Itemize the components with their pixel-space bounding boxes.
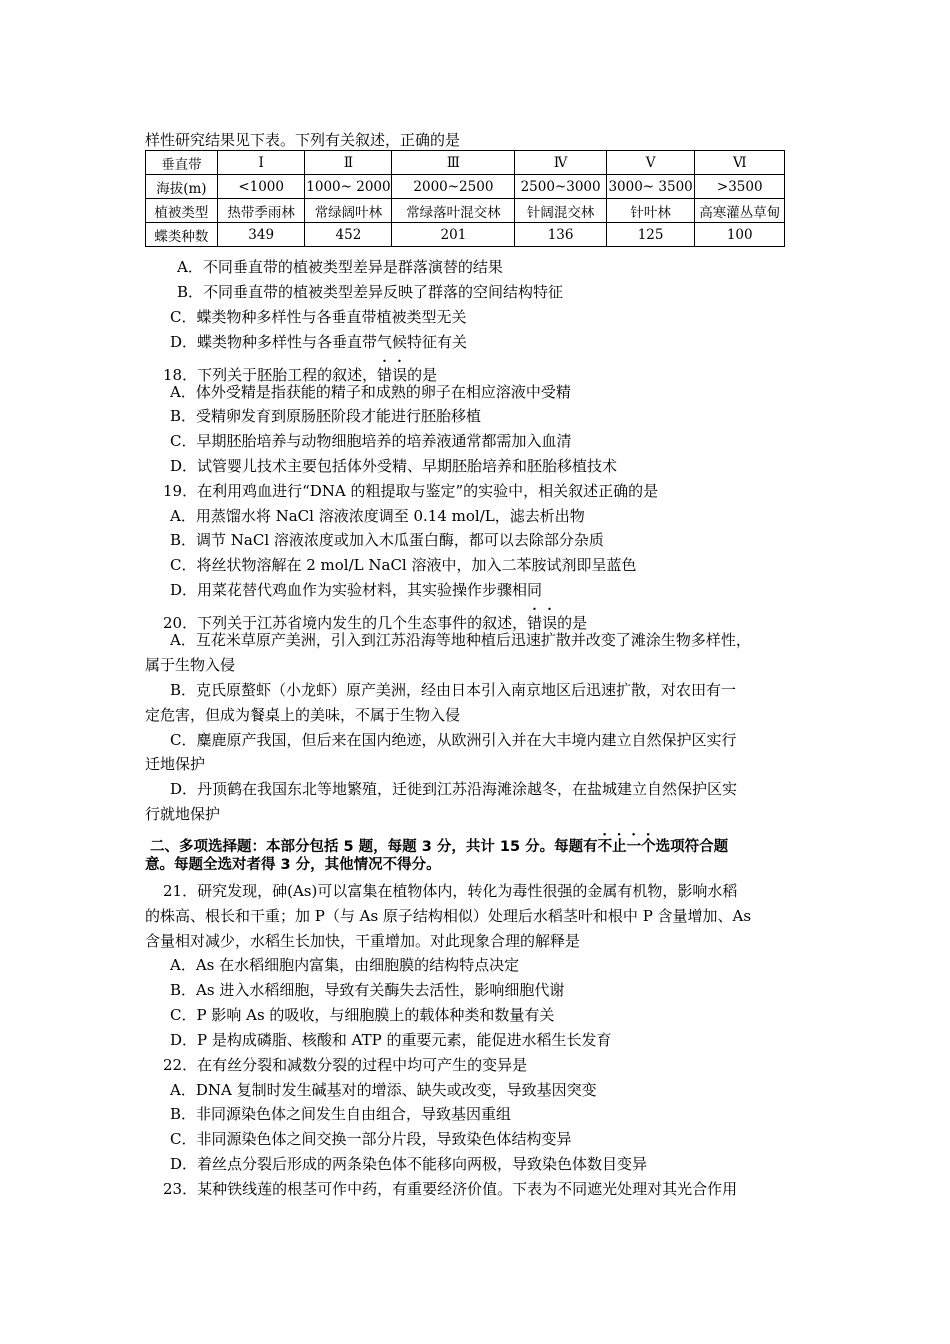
q21-option-c: C．P 影响 As 的吸收，与细胞膜上的载体种类和数量有关 <box>170 1006 555 1024</box>
emphasis-text: 不止一个 <box>597 839 656 855</box>
table-cell: 349 <box>217 223 305 247</box>
table-cell: Ⅲ <box>392 151 515 175</box>
q21-stem-line3: 含量相对减少，水稻生长加快，干重增加。对此现象合理的解释是 <box>145 932 581 950</box>
intro-line: 样性研究结果见下表。下列有关叙述，正确的是 <box>145 131 461 149</box>
q20-option-b-line1: B．克氏原螯虾（小龙虾）原产美洲，经由日本引入南京地区后迅速扩散，对农田有一 <box>170 681 737 699</box>
table-cell: 201 <box>392 223 515 247</box>
table-cell: Ⅵ <box>695 151 785 175</box>
emphasis-text: 错误 <box>377 366 408 384</box>
butterfly-table <box>145 150 785 247</box>
q22-option-a: A．DNA 复制时发生碱基对的增添、缺失或改变，导致基因突变 <box>170 1081 597 1099</box>
table-cell: 常绿阔叶林 <box>305 199 392 223</box>
table-cell: 针叶林 <box>606 199 695 223</box>
section2-heading-line2: 意。每题全选对者得 3 分，其他情况不得分。 <box>145 857 441 873</box>
table-cell: 垂直带 <box>146 151 218 175</box>
q21-stem-line1: 21．研究发现，砷(As)可以富集在植物体内，转化为毒性很强的金属有机物，影响水稻 <box>163 882 738 900</box>
q21-option-b: B．As 进入水稻细胞，导致有关酶失去活性，影响细胞代谢 <box>170 981 565 999</box>
q20-option-c-line2: 迁地保护 <box>145 755 206 773</box>
q22-option-c: C．非同源染色体之间交换一部分片段，导致染色体结构变异 <box>170 1130 572 1148</box>
q21-stem-line2: 的株高、根长和干重；加 P（与 As 原子结构相似）处理后水稻茎叶和根中 P 含量增加、As <box>145 907 752 925</box>
q19-option-a: A．用蒸馏水将 NaCl 溶液浓度调至 0.14 mol/L，滤去析出物 <box>170 507 585 525</box>
table-cell: 海拔(m) <box>146 175 218 199</box>
table-row <box>146 223 785 247</box>
table-cell: 136 <box>515 223 606 247</box>
emphasis-text: 错误 <box>527 614 558 632</box>
table-cell: 125 <box>606 223 695 247</box>
q18-option-a: A．体外受精是指获能的精子和成熟的卵子在相应溶液中受精 <box>170 383 571 401</box>
section2-heading: 二、多项选择题：本部分包括 5 题，每题 3 分，共计 15 分。每题有不止一个选项符合题 <box>150 839 729 855</box>
q22-stem: 22．在有丝分裂和减数分裂的过程中均可产生的变异是 <box>163 1056 528 1074</box>
table-row <box>146 175 785 199</box>
q20-option-c-line1: C．麋鹿原产我国，但后来在国内绝迹，从欧洲引入并在大丰境内建立自然保护区实行 <box>170 731 737 749</box>
table-row <box>146 151 785 175</box>
q22-option-d: D．着丝点分裂后形成的两条染色体不能移向两极，导致染色体数目变异 <box>170 1155 648 1173</box>
q21-option-a: A．As 在水稻细胞内富集，由细胞膜的结构特点决定 <box>170 956 520 974</box>
table-cell: 高寒灌丛草甸 <box>695 199 785 223</box>
q20-option-d-line1: D．丹顶鹤在我国东北等地繁殖，迁徙到江苏沿海滩涂越冬，在盐城建立自然保护区实 <box>170 780 738 798</box>
q17-option-c: C．蝶类物种多样性与各垂直带植被类型无关 <box>170 308 467 326</box>
table-cell: 1000~ 2000 <box>305 175 392 199</box>
table-cell: 植被类型 <box>146 199 218 223</box>
q17-option-b: B．不同垂直带的植被类型差异反映了群落的空间结构特征 <box>177 283 564 301</box>
q23-stem: 23．某种铁线莲的根茎可作中药，有重要经济价值。下表为不同遮光处理对其光合作用 <box>163 1180 738 1198</box>
table-cell: 蝶类种数 <box>146 223 218 247</box>
q20-option-b-line2: 定危害，但成为餐桌上的美味，不属于生物入侵 <box>145 706 461 724</box>
q19-stem: 19．在利用鸡血进行“DNA 的粗提取与鉴定”的实验中，相关叙述正确的是 <box>163 482 659 500</box>
q18-option-d: D．试管婴儿技术主要包括体外受精、早期胚胎培养和胚胎移植技术 <box>170 457 618 475</box>
table-cell: >3500 <box>695 175 785 199</box>
table-cell: 452 <box>305 223 392 247</box>
table-cell: V <box>606 151 695 175</box>
q20-option-d-line2: 行就地保护 <box>145 805 221 823</box>
q20-option-a-line2: 属于生物入侵 <box>145 656 236 674</box>
q18-option-c: C．早期胚胎培养与动物细胞培养的培养液通常都需加入血清 <box>170 432 572 450</box>
table-cell: I <box>217 151 305 175</box>
table-cell: Ⅱ <box>305 151 392 175</box>
q17-option-d: D．蝶类物种多样性与各垂直带气候特征有关 <box>170 333 468 351</box>
q18-option-b: B．受精卵发育到原肠胚阶段才能进行胚胎移植 <box>170 407 482 425</box>
q20-stem: 20．下列关于江苏省境内发生的几个生态事件的叙述，错误的是 <box>163 614 588 632</box>
q17-option-a: A．不同垂直带的植被类型差异是群落演替的结果 <box>177 258 503 276</box>
q21-option-d: D．P 是构成磷脂、核酸和 ATP 的重要元素，能促进水稻生长发育 <box>170 1031 612 1049</box>
table-cell: 针阔混交林 <box>515 199 606 223</box>
table-cell: 2500~3000 <box>515 175 606 199</box>
q22-option-b: B．非同源染色体之间发生自由组合，导致基因重组 <box>170 1105 512 1123</box>
table-cell: <1000 <box>217 175 305 199</box>
table-cell: 2000~2500 <box>392 175 515 199</box>
table-row <box>146 199 785 223</box>
q19-option-b: B．调节 NaCl 溶液浓度或加入木瓜蛋白酶，都可以去除部分杂质 <box>170 531 604 549</box>
q20-option-a-line1: A．互花米草原产美洲，引入到江苏沿海等地种植后迅速扩散并改变了滩涂生物多样性， <box>170 631 751 649</box>
table-cell: 常绿落叶混交林 <box>392 199 515 223</box>
q18-stem: 18．下列关于胚胎工程的叙述，错误的是 <box>163 366 438 384</box>
q19-option-c: C．将丝状物溶解在 2 mol/L NaCl 溶液中，加入二苯胺试剂即呈蓝色 <box>170 556 637 574</box>
table-cell: 热带季雨林 <box>217 199 305 223</box>
q19-option-d: D．用菜花替代鸡血作为实验材料，其实验操作步骤相同 <box>170 581 543 599</box>
table-cell: Ⅳ <box>515 151 606 175</box>
table-cell: 100 <box>695 223 785 247</box>
table-cell: 3000~ 3500 <box>606 175 695 199</box>
